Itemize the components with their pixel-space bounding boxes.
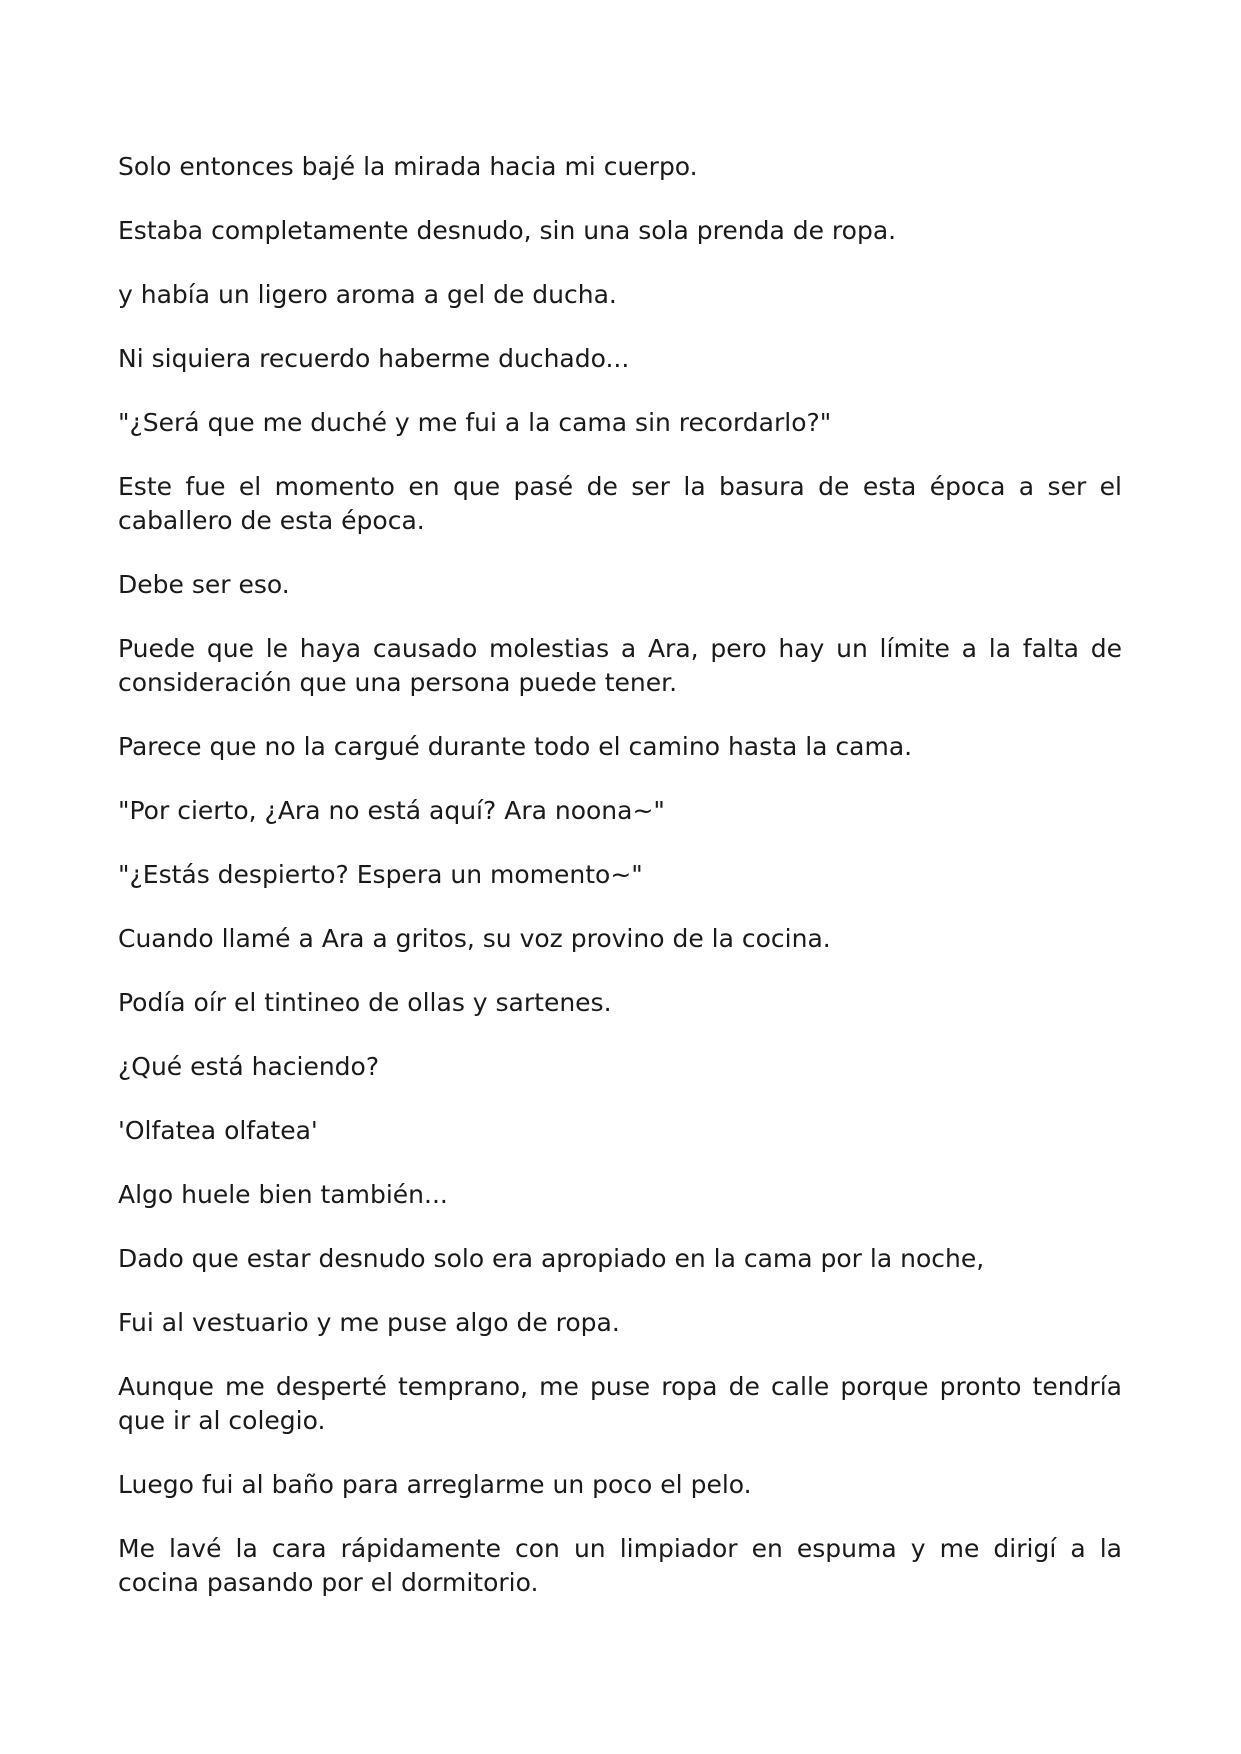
paragraph-8: Puede que le haya causado molestias a Ara, pero hay un límite a la falta de consideración que una persona puede tener. bbox=[118, 634, 1122, 697]
paragraph-15: 'Olfatea olfatea' bbox=[118, 1116, 318, 1145]
paragraph-4: Ni siquiera recuerdo haberme duchado... bbox=[118, 344, 630, 373]
paragraph-20: Luego fui al baño para arreglarme un poco el pelo. bbox=[118, 1470, 752, 1499]
paragraph-14: ¿Qué está haciendo? bbox=[118, 1052, 380, 1081]
paragraph-2: Estaba completamente desnudo, sin una sola prenda de ropa. bbox=[118, 216, 897, 245]
paragraph-3: y había un ligero aroma a gel de ducha. bbox=[118, 280, 617, 309]
paragraph-7: Debe ser eso. bbox=[118, 570, 290, 599]
paragraph-12: Cuando llamé a Ara a gritos, su voz provino de la cocina. bbox=[118, 924, 831, 953]
paragraph-13: Podía oír el tintineo de ollas y sartenes. bbox=[118, 988, 612, 1017]
paragraph-21: Me lavé la cara rápidamente con un limpiador en espuma y me dirigí a la cocina pasando por el dormitorio. bbox=[118, 1534, 1122, 1597]
paragraph-6: Este fue el momento en que pasé de ser la basura de esta época a ser el caballero de esta época. bbox=[118, 472, 1122, 535]
text-column bbox=[118, 150, 1122, 1600]
paragraph-16: Algo huele bien también... bbox=[118, 1180, 448, 1209]
paragraph-11: "¿Estás despierto? Espera un momento~" bbox=[118, 860, 643, 889]
paragraph-17: Dado que estar desnudo solo era apropiado en la cama por la noche, bbox=[118, 1244, 985, 1273]
paragraph-1: Solo entonces bajé la mirada hacia mi cuerpo. bbox=[118, 152, 698, 181]
paragraph-5: "¿Será que me duché y me fui a la cama sin recordarlo?" bbox=[118, 408, 832, 437]
paragraph-10: "Por cierto, ¿Ara no está aquí? Ara noona~" bbox=[118, 796, 665, 825]
paragraph-19: Aunque me desperté temprano, me puse ropa de calle porque pronto tendría que ir al colegio. bbox=[118, 1372, 1122, 1435]
paragraph-9: Parece que no la cargué durante todo el camino hasta la cama. bbox=[118, 732, 913, 761]
paragraph-18: Fui al vestuario y me puse algo de ropa. bbox=[118, 1308, 620, 1337]
